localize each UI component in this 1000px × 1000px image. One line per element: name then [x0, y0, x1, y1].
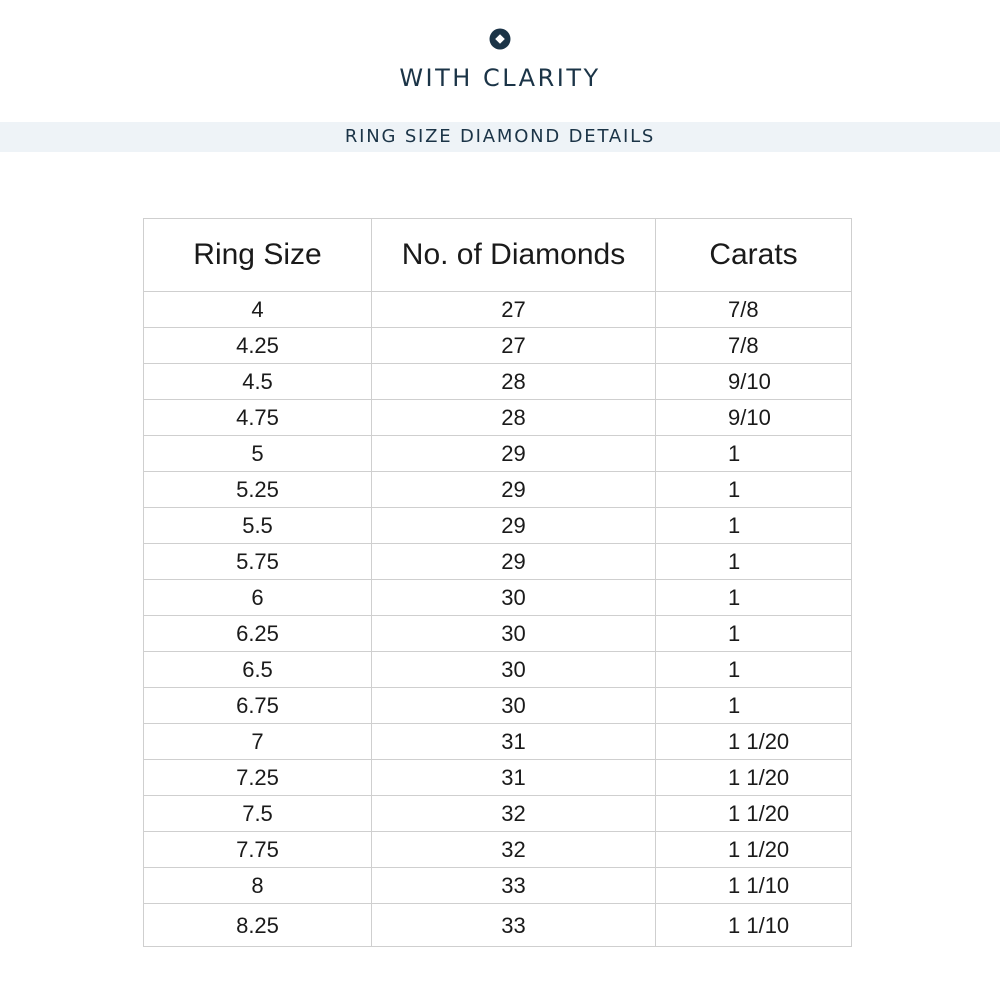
carat-weight-cell: 1: [656, 436, 852, 472]
diamond-count-cell: 30: [372, 580, 656, 616]
diamond-count-cell: 28: [372, 364, 656, 400]
carat-weight-cell: 9/10: [656, 400, 852, 436]
ring-size-cell: 4.25: [144, 328, 372, 364]
table-row: [144, 328, 852, 364]
column-header-ring-size: Ring Size: [144, 219, 372, 292]
ring-size-cell: 7.25: [144, 760, 372, 796]
diamond-count-cell: 27: [372, 328, 656, 364]
carat-weight-cell: 1 1/20: [656, 724, 852, 760]
carat-weight-cell: 9/10: [656, 364, 852, 400]
table-row: [144, 796, 852, 832]
table-row: [144, 868, 852, 904]
carat-weight-cell: 1: [656, 580, 852, 616]
ring-size-cell: 4: [144, 292, 372, 328]
diamond-circle-icon: [489, 28, 511, 50]
table-row: [144, 688, 852, 724]
ring-size-cell: 4.5: [144, 364, 372, 400]
diamond-count-cell: 30: [372, 616, 656, 652]
table-row: [144, 724, 852, 760]
table-row: [144, 292, 852, 328]
ring-size-cell: 8: [144, 868, 372, 904]
table-row: [144, 544, 852, 580]
carat-weight-cell: 1 1/10: [656, 904, 852, 947]
table-row: [144, 400, 852, 436]
carat-weight-cell: 1: [656, 616, 852, 652]
section-banner: [0, 122, 1000, 152]
carat-weight-cell: 1: [656, 472, 852, 508]
diamond-count-cell: 30: [372, 688, 656, 724]
table-row: [144, 364, 852, 400]
ring-size-cell: 6.75: [144, 688, 372, 724]
table-row: [144, 472, 852, 508]
diamond-count-cell: 29: [372, 436, 656, 472]
table-row: [144, 508, 852, 544]
ring-size-cell: 6.5: [144, 652, 372, 688]
carat-weight-cell: 1 1/20: [656, 760, 852, 796]
diamond-count-cell: 33: [372, 904, 656, 947]
ring-size-cell: 7.5: [144, 796, 372, 832]
carat-weight-cell: 1 1/10: [656, 868, 852, 904]
carat-weight-cell: 1 1/20: [656, 832, 852, 868]
carat-weight-cell: 7/8: [656, 292, 852, 328]
ring-size-table: [143, 218, 852, 947]
table-row: [144, 616, 852, 652]
diamond-count-cell: 29: [372, 544, 656, 580]
diamond-count-cell: 33: [372, 868, 656, 904]
diamond-count-cell: 31: [372, 760, 656, 796]
diamond-count-cell: 30: [372, 652, 656, 688]
diamond-count-cell: 31: [372, 724, 656, 760]
page-title: RING SIZE DIAMOND DETAILS: [344, 126, 656, 147]
table-row: [144, 580, 852, 616]
diamond-count-cell: 29: [372, 508, 656, 544]
diamond-count-cell: 32: [372, 832, 656, 868]
ring-size-cell: 5.5: [144, 508, 372, 544]
ring-size-cell: 4.75: [144, 400, 372, 436]
ring-size-cell: 5.75: [144, 544, 372, 580]
brand-name: WITH CLARITY: [399, 64, 601, 92]
column-header-carats: Carats: [656, 219, 852, 292]
carat-weight-cell: 7/8: [656, 328, 852, 364]
diamond-count-cell: 32: [372, 796, 656, 832]
table-body: [144, 292, 852, 947]
table-header-row: [144, 219, 852, 292]
table-row: [144, 760, 852, 796]
carat-weight-cell: 1: [656, 544, 852, 580]
table-row: [144, 904, 852, 947]
diamond-count-cell: 29: [372, 472, 656, 508]
ring-size-cell: 6: [144, 580, 372, 616]
ring-size-cell: 6.25: [144, 616, 372, 652]
ring-size-cell: 7.75: [144, 832, 372, 868]
column-header-diamonds: No. of Diamonds: [372, 219, 656, 292]
table-row: [144, 652, 852, 688]
carat-weight-cell: 1: [656, 508, 852, 544]
table-row: [144, 832, 852, 868]
carat-weight-cell: 1: [656, 652, 852, 688]
ring-size-cell: 5.25: [144, 472, 372, 508]
table-row: [144, 436, 852, 472]
ring-size-cell: 5: [144, 436, 372, 472]
diamond-count-cell: 28: [372, 400, 656, 436]
diamond-count-cell: 27: [372, 292, 656, 328]
carat-weight-cell: 1 1/20: [656, 796, 852, 832]
ring-size-cell: 8.25: [144, 904, 372, 947]
carat-weight-cell: 1: [656, 688, 852, 724]
ring-size-cell: 7: [144, 724, 372, 760]
